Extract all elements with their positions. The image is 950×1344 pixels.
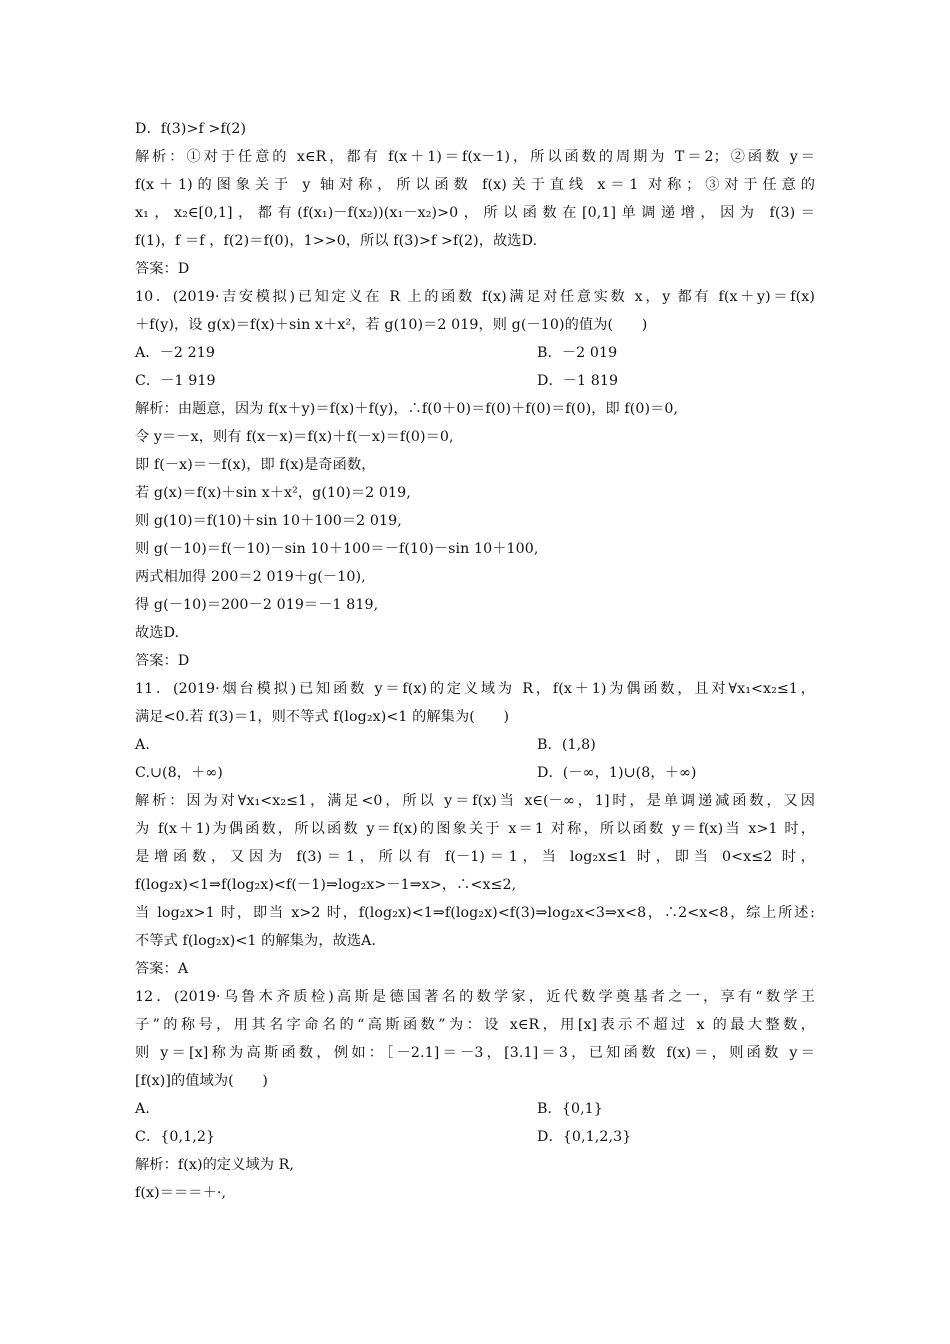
question-10-stem: ＋f(y)，设 g(x)＝f(x)＋sin x＋x²，若 g(10)＝2 019，则 g(－10)的值为( ): [135, 317, 648, 333]
option-d: D．(－∞，1)∪(8，＋∞): [537, 765, 697, 781]
option-d-line: D．f(3)>f >f(2): [135, 121, 247, 137]
option-d: D．－1 819: [537, 373, 619, 389]
solution-line: 解析：①对于任意的 x∈R，都有 f(x＋1)＝f(x－1)，所以函数的周期为 T＝2；②函数 y＝: [135, 149, 815, 165]
solution-line: 则 g(－10)＝f(－10)－sin 10＋100＝－f(10)－sin 10＋100,: [135, 541, 539, 557]
option-b: B．{0,1}: [537, 1101, 603, 1117]
option-a: A．－2 219: [135, 345, 216, 361]
solution-line: 故选D.: [135, 625, 180, 641]
solution-line: 令 y＝－x，则有 f(x－x)＝f(x)＋f(－x)＝f(0)＝0,: [135, 429, 454, 445]
option-d: D．{0,1,2,3}: [537, 1129, 632, 1145]
option-c: C．－1 919: [135, 373, 216, 389]
question-12-stem: [f(x)]的值域为( ): [135, 1073, 268, 1089]
answer-line: 答案：A: [135, 961, 189, 977]
option-a: A.: [135, 737, 150, 753]
solution-line: 解析：f(x)的定义域为 R,: [135, 1157, 295, 1173]
solution-line: 两式相加得 200＝2 019＋g(－10),: [135, 569, 366, 585]
answer-line: 答案：D: [135, 653, 190, 669]
solution-line: 不等式 f(log₂x)<1 的解集为，故选A.: [135, 933, 377, 949]
solution-line: 解析：因为对∀x₁<x₂≤1，满足<0，所以 y＝f(x)当 x∈(－∞，1]时，是单调递减函数，又因: [135, 793, 815, 809]
question-10-stem: 10．(2019·吉安模拟)已知定义在 R 上的函数 f(x)满足对任意实数 x，y 都有 f(x＋y)＝f(x): [135, 289, 815, 305]
solution-line: x₁，x₂∈[0,1]，都有(f(x₁)－f(x₂))(x₁－x₂)>0，所以函数在[0,1]单调递增，因为 f(3)＝: [135, 205, 815, 221]
option-b: B．(1,8): [537, 737, 596, 753]
answer-line: 答案：D: [135, 261, 190, 277]
question-12-stem: 则 y＝[x]称为高斯函数，例如：［－2.1]＝－3，[3.1]＝3，已知函数 f(x)＝，则函数 y＝: [135, 1045, 815, 1061]
option-b: B．－2 019: [537, 345, 618, 361]
solution-line: 解析：由题意，因为 f(x＋y)＝f(x)＋f(y)，∴f(0＋0)＝f(0)＋f(0)＝f(0)，即 f(0)＝0,: [135, 401, 679, 417]
question-12-stem: 12．(2019·乌鲁木齐质检)高斯是德国著名的数学家，近代数学奠基者之一，享有“数学王: [135, 989, 815, 1005]
solution-line: 当 log₂x>1 时，即当 x>2 时，f(log₂x)<1⇒f(log₂x)<f(3)⇒log₂x<3⇒x<8，∴2<x<8，综上所述:: [135, 905, 815, 921]
solution-line: 若 g(x)＝f(x)＋sin x＋x²，g(10)＝2 019,: [135, 485, 411, 501]
solution-line: 为 f(x＋1)为偶函数，所以函数 y＝f(x)的图象关于 x＝1 对称，所以函数 y＝f(x)当 x>1 时，: [135, 821, 815, 837]
solution-line: f(1)，f ＝f ，f(2)＝f(0)，1>>0，所以 f(3)>f >f(2)，故选D.: [135, 233, 538, 249]
solution-line: 则 g(10)＝f(10)＋sin 10＋100＝2 019,: [135, 513, 402, 529]
option-a: A.: [135, 1101, 150, 1117]
option-c: C．{0,1,2}: [135, 1129, 216, 1145]
solution-line: f(log₂x)<1⇒f(log₂x)<f(－1)⇒log₂x>－1⇒x>，∴<x≤2,: [135, 877, 517, 893]
question-11-stem: 11．(2019·烟台模拟)已知函数 y＝f(x)的定义域为 R，f(x＋1)为偶函数，且对∀x₁<x₂≤1，: [135, 681, 815, 697]
question-12-stem: 子”的称号，用其名字命名的“高斯函数”为：设 x∈R，用[x]表示不超过 x 的最大整数，: [135, 1017, 815, 1033]
solution-line: 得 g(－10)＝200－2 019＝－1 819,: [135, 597, 379, 613]
solution-line: f(x)＝＝＝＋·,: [135, 1185, 227, 1201]
question-11-stem: 满足<0.若 f(3)＝1，则不等式 f(log₂x)<1 的解集为( ): [135, 709, 510, 725]
solution-line: 是增函数，又因为 f(3)＝1，所以有 f(－1)＝1，当 log₂x≤1 时，即当 0<x≤2 时，: [135, 849, 815, 865]
solution-line: 即 f(－x)＝－f(x)，即 f(x)是奇函数，: [135, 457, 376, 473]
option-c: C.∪(8，＋∞): [135, 765, 223, 781]
solution-line: f(x＋1)的图象关于 y 轴对称，所以函数 f(x)关于直线 x＝1 对称；③对于任意的: [135, 177, 815, 193]
